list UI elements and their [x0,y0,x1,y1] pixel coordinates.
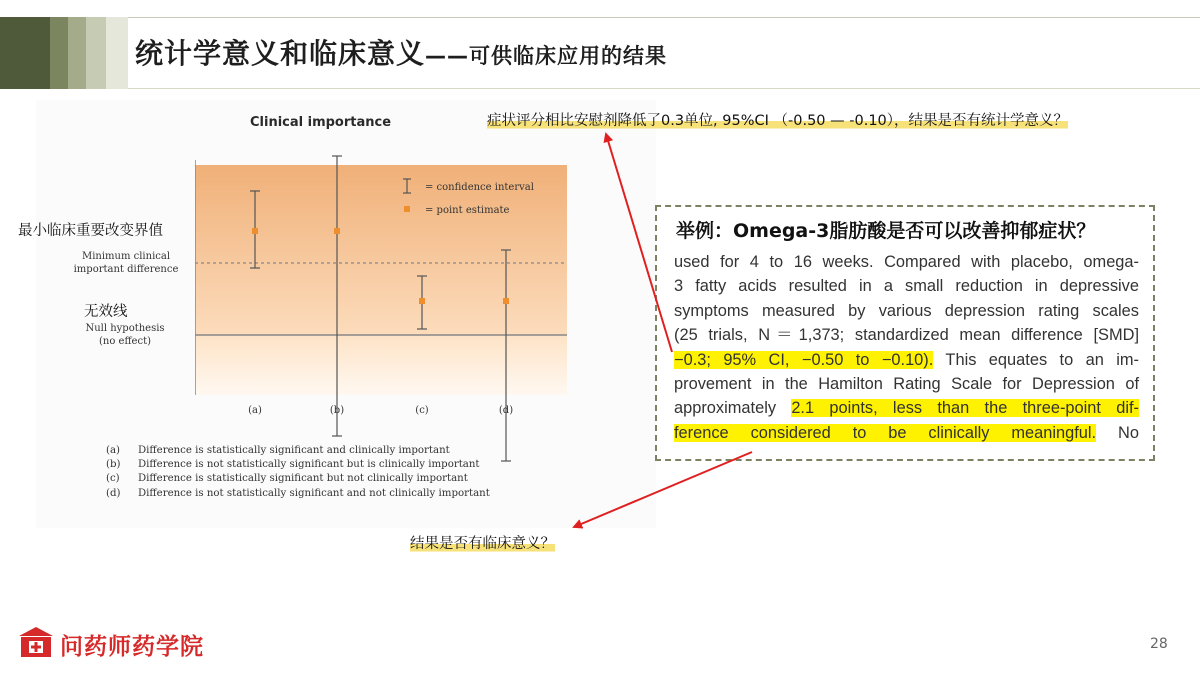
explanation-row: (a) Difference is statistically significant and clinically important [106,445,450,456]
slide-title-sub: ——可供临床应用的结果 [425,44,668,68]
mcid-label-en: Minimum clinical important difference [73,251,179,275]
slide-title-main: 统计学意义和临床意义 [135,37,426,70]
null-label-en: Null hypothesis (no effect) [85,323,165,347]
excerpt-line: used for 4 to 16 weeks. Compared with placebo, omega- [674,253,1139,271]
excerpt-line: −0.3; 95% CI, −0.50 to −0.10). This equates to an im- [674,350,1140,369]
legend-ci-label: = confidence interval [425,182,534,193]
excerpt-line: ference considered to be clinically meaningful. No [674,423,1139,442]
page-number: 28 [1150,636,1168,652]
mcid-label-cn: 最小临床重要改变界值 [18,223,163,239]
category-label-b: (b) [329,405,345,416]
figure-title: Clinical importance [250,115,392,130]
excerpt-line: provement in the Hamilton Rating Scale for Depression of [674,375,1139,394]
null-label-cn: 无效线 [84,304,128,320]
highlight-smd: −0.3; 95% CI, −0.50 to −0.10). [674,350,934,369]
excerpt-line: (25 trials, N＝1,373; standardized mean difference [SMD] [674,326,1139,345]
logo-text: 问药师药学院 [60,634,204,660]
highlight-points: 2.1 points, less than the three-point dif- [791,399,1139,418]
excerpt-line: symptoms measured by various depression rating scales [674,301,1139,320]
highlight-meaningful: ference considered to be clinically meaningful. [674,423,1097,442]
callout-statistical-question: 症状评分相比安慰剂降低了0.3单位, 95%CI （-0.50 — -0.10），结果是否有统计学意义？ [487,109,1068,130]
explanation-row: (c) Difference is statistically significant but not clinically important [106,473,468,485]
logo-icon [16,625,56,661]
explanation-row: (d) Difference is not statistically significant and not clinically important [106,487,490,499]
arrow-to-clinical-question [574,452,752,527]
category-label-d: (d) [498,405,514,416]
explanation-row: (b) Difference is not statistically significant but is clinically important [106,459,480,471]
excerpt-line: approximately 2.1 points, less than the three-point dif- [674,399,1139,418]
arrow-to-statistical-question [606,134,672,352]
excerpt-line: 3 fatty acids resulted in a small reduction in depressive [674,277,1139,296]
category-label-c: (c) [415,405,429,416]
category-label-a: (a) [248,405,262,416]
legend-point-label: = point estimate [425,205,510,216]
callout-clinical-question: 结果是否有临床意义？ [410,532,555,553]
example-title: 举例：Omega-3脂肪酸是否可以改善抑郁症状？ [676,220,1096,242]
